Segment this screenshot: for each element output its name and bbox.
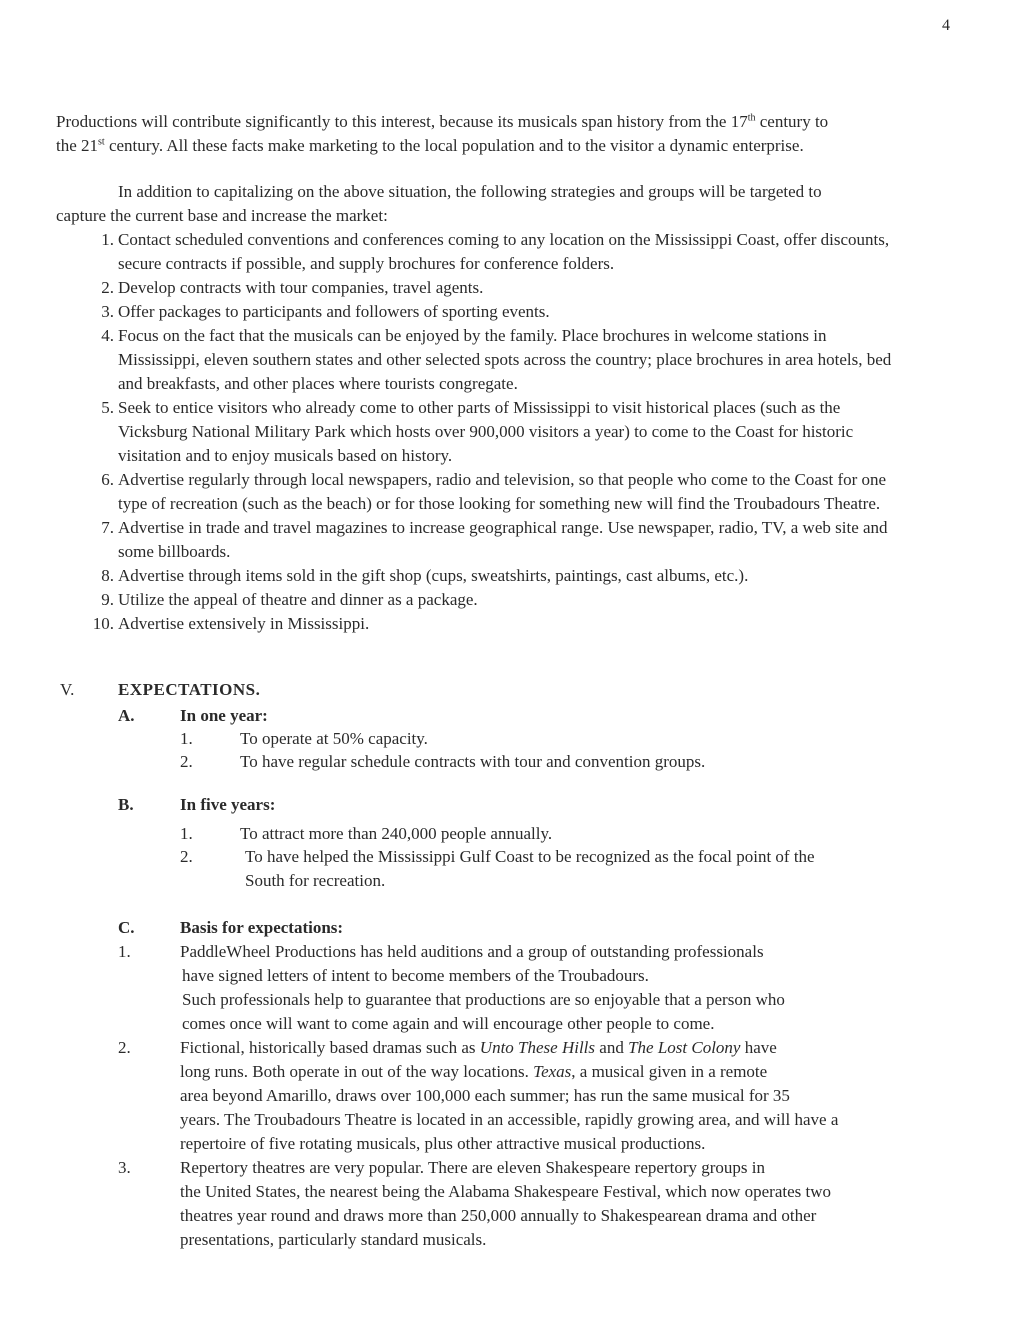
intro-line-1: Productions will contribute significantly to this interest, because its musicals span history from the 17th century to (56, 112, 829, 131)
list-item: 2. Develop contracts with tour companies, travel agents. (101, 278, 484, 297)
subsection-c-title: Basis for expectations: (180, 918, 344, 937)
b-item-2-line-1: To have helped the Mississippi Gulf Coast to be recognized as the focal point of the (245, 847, 815, 866)
section-title: EXPECTATIONS. (118, 680, 261, 699)
c-item-2-num: 2. (118, 1038, 131, 1057)
c-item-2-line-3: area beyond Amarillo, draws over 100,000 each summer; has run the same musical for 35 (180, 1086, 790, 1105)
list-item: 9. Utilize the appeal of theatre and dinner as a package. (101, 590, 478, 609)
list-item: 8. Advertise through items sold in the gift shop (cups, sweatshirts, paintings, cast albums, etc.). (101, 566, 749, 585)
subsection-b-label: B. (118, 795, 134, 814)
c-item-3-line-3: theatres year round and draws more than 250,000 annually to Shakespearean drama and other (180, 1206, 817, 1225)
strategies-intro-line-1: In addition to capitalizing on the above situation, the following strategies and groups will be targeted to (118, 182, 822, 201)
list-item: 6. Advertise regularly through local newspapers, radio and television, so that people who come to the Coast for one type of recreation (such as the beach) or for those looking for something new will find the Troubadours Theatre. (101, 470, 887, 513)
c-item-3-line-2: the United States, the nearest being the Alabama Shakespeare Festival, which now operates two (180, 1182, 832, 1201)
c-item-1-line-4: comes once will want to come again and will encourage other people to come. (182, 1014, 715, 1033)
a-item-2-num: 2. (180, 752, 193, 771)
a-item-2-text: To have regular schedule contracts with tour and convention groups. (240, 752, 706, 771)
list-item: 1. Contact scheduled conventions and conferences coming to any location on the Mississippi Coast, offer discounts, secure contracts if possible, and supply brochures for conference folders. (101, 230, 890, 273)
strategies-list (0, 228, 1000, 636)
c-item-2-line-2: long runs. Both operate in out of the way locations. Texas, a musical given in a remote (180, 1062, 768, 1081)
b-item-1-num: 1. (180, 824, 193, 843)
list-item: 10. Advertise extensively in Mississippi. (92, 614, 370, 633)
c-item-3-line-4: presentations, particularly standard musicals. (180, 1230, 487, 1249)
list-item: 4. Focus on the fact that the musicals can be enjoyed by the family. Place brochures in welcome stations in Mississippi, eleven southern states and other selected spots across the country; place brochures in area hotels, bed and breakfasts, and other places where tourists congregate. (101, 326, 892, 393)
c-item-1-line-3: Such professionals help to guarantee that productions are so enjoyable that a person who (182, 990, 785, 1009)
page-number: 4 (942, 17, 950, 34)
b-item-2-line-2: South for recreation. (245, 871, 386, 890)
a-item-1-num: 1. (180, 729, 193, 748)
c-item-1-num: 1. (118, 942, 131, 961)
c-item-3-num: 3. (118, 1158, 131, 1177)
subsection-a-title: In one year: (180, 706, 268, 725)
subsection-b-title: In five years: (180, 795, 276, 814)
strategies-intro-line-2: capture the current base and increase the market: (56, 206, 388, 225)
strategies-intro (56, 180, 966, 228)
a-item-1-text: To operate at 50% capacity. (240, 729, 428, 748)
c-item-2-line-4: years. The Troubadours Theatre is located in an accessible, rapidly growing area, and will have a (180, 1110, 839, 1129)
b-item-2-num: 2. (180, 847, 193, 866)
subsection-a-label: A. (118, 706, 135, 725)
c-item-3-line-1: Repertory theatres are very popular. There are eleven Shakespeare repertory groups in (180, 1158, 765, 1177)
list-item: 5. Seek to entice visitors who already come to other parts of Mississippi to visit historical places (such as the Vicksburg National Military Park which hosts over 900,000 visitors a year) to come to the Coast for historic visitation and to enjoy musicals based on history. (101, 398, 854, 465)
c-item-2-line-1: Fictional, historically based dramas such as Unto These Hills and The Lost Colony have (180, 1038, 777, 1057)
c-item-1-line-2: have signed letters of intent to become members of the Troubadours. (182, 966, 649, 985)
c-item-1-line-1: PaddleWheel Productions has held auditions and a group of outstanding professionals (180, 942, 764, 961)
c-item-2-line-5: repertoire of five rotating musicals, plus other attractive musical productions. (180, 1134, 706, 1153)
list-item: 7. Advertise in trade and travel magazines to increase geographical range. Use newspaper, radio, TV, a web site and some billboards. (101, 518, 888, 561)
intro-paragraph (56, 110, 966, 158)
intro-line-2: the 21st century. All these facts make marketing to the local population and to the visitor a dynamic enterprise. (56, 136, 804, 155)
list-item: 3. Offer packages to participants and followers of sporting events. (101, 302, 550, 321)
subsection-c-label: C. (118, 918, 135, 937)
b-item-1-text: To attract more than 240,000 people annually. (240, 824, 553, 843)
section-numeral: V. (60, 680, 75, 699)
